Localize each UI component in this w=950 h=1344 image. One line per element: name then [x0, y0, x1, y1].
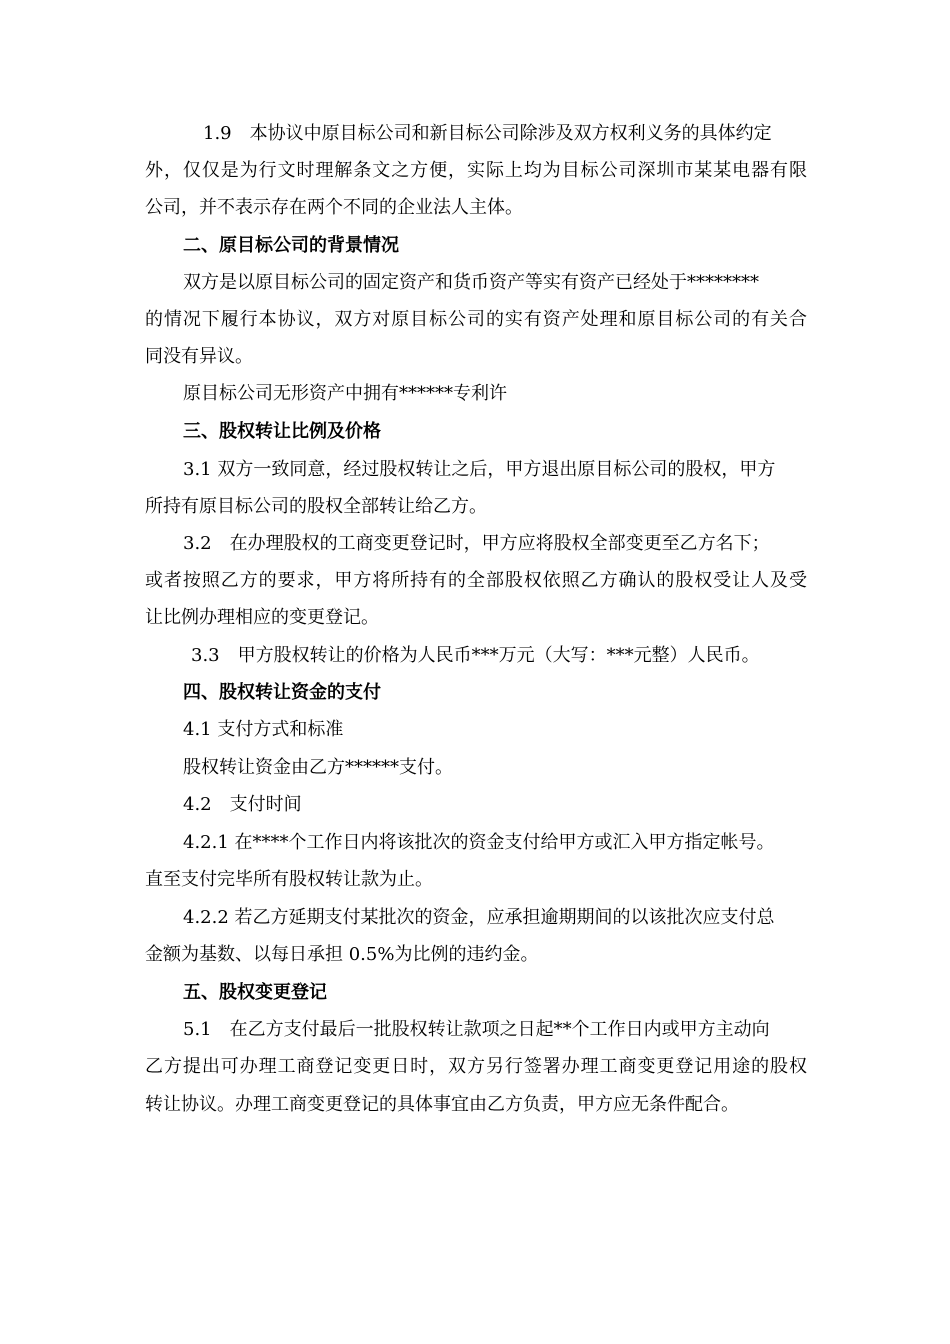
clause-4-2-1-line-2: 直至支付完毕所有股权转让款为止。 — [145, 869, 433, 890]
section-2-para-line-2: 的情况下履行本协议，双方对原目标公司的实有资产处理和原目标公司的有关合 — [145, 309, 807, 330]
section-3-heading: 三、股权转让比例及价格 — [183, 421, 381, 442]
clause-5-1-line-2: 乙方提出可办理工商登记变更日时，双方另行签署办理工商变更登记用途的股权 — [145, 1056, 807, 1077]
paragraph-1-9-line-3: 公司，并不表示存在两个不同的企业法人主体。 — [145, 197, 523, 218]
section-2-para-line-3: 同没有异议。 — [145, 346, 253, 367]
paragraph-1-9-line-2: 外，仅仅是为行文时理解条文之方便，实际上均为目标公司深圳市某某电器有限 — [145, 160, 807, 181]
section-5-heading: 五、股权变更登记 — [183, 982, 327, 1003]
paragraph-1-9-line-1: 1.9 本协议中原目标公司和新目标公司除涉及双方权利义务的具体约定 — [203, 123, 772, 144]
clause-4-2-title: 4.2 支付时间 — [183, 794, 302, 815]
clause-4-1-title: 4.1 支付方式和标准 — [183, 719, 344, 740]
clause-4-2-1-line-1: 4.2.1 在****个工作日内将该批次的资金支付给甲方或汇入甲方指定帐号。 — [183, 832, 775, 853]
clause-5-1-line-1: 5.1 在乙方支付最后一批股权转让款项之日起**个工作日内或甲方主动向 — [183, 1019, 770, 1040]
section-2-para-line-1: 双方是以原目标公司的固定资产和货币资产等实有资产已经处于******** — [183, 272, 759, 293]
clause-4-2-2-line-2: 金额为基数、以每日承担 0.5%为比例的违约金。 — [145, 944, 539, 965]
clause-3-2-line-1: 3.2 在办理股权的工商变更登记时，甲方应将股权全部变更至乙方名下； — [183, 533, 770, 554]
clause-3-3-line: 3.3 甲方股权转让的价格为人民币***万元（大写：***元整）人民币。 — [191, 645, 760, 666]
clause-3-2-line-2: 或者按照乙方的要求，甲方将所持有的全部股权依照乙方确认的股权受让人及受 — [145, 570, 807, 591]
clause-4-2-2-line-1: 4.2.2 若乙方延期支付某批次的资金，应承担逾期期间的以该批次应支付总 — [183, 907, 775, 928]
clause-3-2-line-3: 让比例办理相应的变更登记。 — [145, 607, 379, 628]
clause-4-1-text: 股权转让资金由乙方******支付。 — [183, 757, 453, 778]
intangible-assets-line: 原目标公司无形资产中拥有******专利许 — [183, 383, 507, 404]
clause-5-1-line-3: 转让协议。办理工商变更登记的具体事宜由乙方负责，甲方应无条件配合。 — [145, 1094, 739, 1115]
section-2-heading: 二、原目标公司的背景情况 — [183, 235, 399, 256]
section-4-heading: 四、股权转让资金的支付 — [183, 682, 381, 703]
clause-3-1-line-1: 3.1 双方一致同意，经过股权转让之后，甲方退出原目标公司的股权，甲方 — [183, 459, 776, 480]
clause-3-1-line-2: 所持有原目标公司的股权全部转让给乙方。 — [145, 496, 487, 517]
